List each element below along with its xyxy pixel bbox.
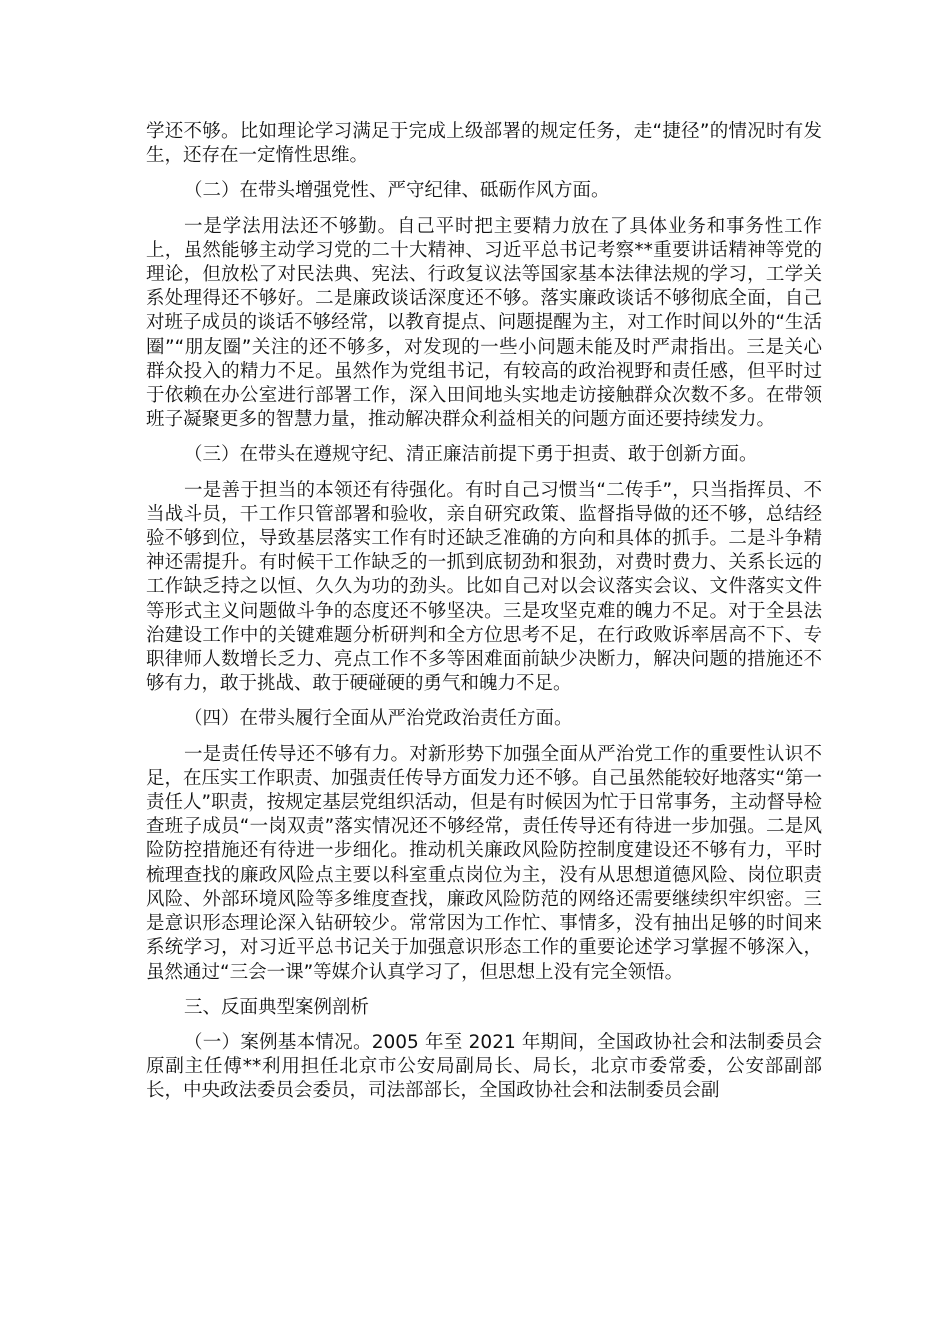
paragraph-body: （一）案例基本情况。2005 年至 2021 年期间，全国政协社会和法制委员会原副主任傅**利用担任北京市公安局副局长、局长，北京市委常委，公安部副部长，中央政法委员会委员，司法部部长，全国政协社会和法制委员会副 (146, 1031, 822, 1102)
paragraph-body: 一是学法用法还不够勤。自己平时把主要精力放在了具体业务和事务性工作上，虽然能够主动学习党的二十大精神、习近平总书记考察**重要讲话精神等党的理论，但放松了对民法典、宪法、行政复议法等国家基本法律法规的学习，工学关系处理得还不够好。二是廉政谈话深度还不够。落实廉政谈话不够彻底全面，自己对班子成员的谈话不够经常，以教育提点、问题提醒为主，对工作时间以外的“生活圈”“朋友圈”关注的还不够多，对发现的一些小问题未能及时严肃指出。三是关心群众投入的精力不足。虽然作为党组书记，有较高的政治视野和责任感，但平时过于依赖在办公室进行部署工作，深入田间地头实地走访接触群众次数不多。在带领班子凝聚更多的智慧力量，推动解决群众利益相关的问题方面还要持续发力。 (146, 215, 822, 431)
paragraph-body: 一是责任传导还不够有力。对新形势下加强全面从严治党工作的重要性认识不足，在压实工作职责、加强责任传导方面发力还不够。自己虽然能较好地落实“第一责任人”职责，按规定基层党组织活动，但是有时候因为忙于日常事务，主动督导检查班子成员“一岗双责”落实情况还不够经常，责任传导还有待进一步加强。二是风险防控措施还有待进一步细化。推动机关廉政风险防控制度建设还不够有力，平时梳理查找的廉政风险点主要以科室重点岗位为主，没有从思想道德风险、岗位职责风险、外部环境风险等多维度查找，廉政风险防范的网络还需要继续织牢织密。三是意识形态理论深入钻研较少。常常因为工作忙、事情多，没有抽出足够的时间来系统学习，对习近平总书记关于加强意识形态工作的重要论述学习掌握不够深入，虽然通过“三会一课”等媒介认真学习了，但思想上没有完全领悟。 (146, 743, 822, 983)
section-heading-4: （四）在带头履行全面从严治党政治责任方面。 (184, 708, 573, 730)
section-heading-3: （三）在带头在遵规守纪、清正廉洁前提下勇于担责、敢于创新方面。 (184, 444, 758, 466)
paragraph-continuation: 学还不够。比如理论学习满足于完成上级部署的规定任务，走“捷径”的情况时有发生，还存在一定惰性思维。 (146, 121, 822, 167)
document-page (146, 120, 822, 1115)
section-heading-2: （二）在带头增强党性、严守纪律、砥砺作风方面。 (184, 180, 610, 202)
paragraph-body: 一是善于担当的本领还有待强化。有时自己习惯当“二传手”，只当指挥员、不当战斗员，干工作只管部署和验收，亲自研究政策、监督指导做的还不够，总结经验不够到位，导致基层落实工作有时还缺乏准确的方向和具体的抓手。二是斗争精神还需提升。有时候干工作缺乏的一抓到底韧劲和狠劲，对费时费力、关系长远的工作缺乏持之以恒、久久为功的劲头。比如自己对以会议落实会议、文件落实文件等形式主义问题做斗争的态度还不够坚决。三是攻坚克难的魄力不足。对于全县法治建设工作中的关键难题分析研判和全方位思考不足，在行政败诉率居高不下、专职律师人数增长乏力、亮点工作不多等困难面前缺少决断力，解决问题的措施还不够有力，敢于挑战、敢于硬碰硬的勇气和魄力不足。 (146, 479, 822, 695)
chapter-heading: 三、反面典型案例剖析 (184, 996, 370, 1018)
